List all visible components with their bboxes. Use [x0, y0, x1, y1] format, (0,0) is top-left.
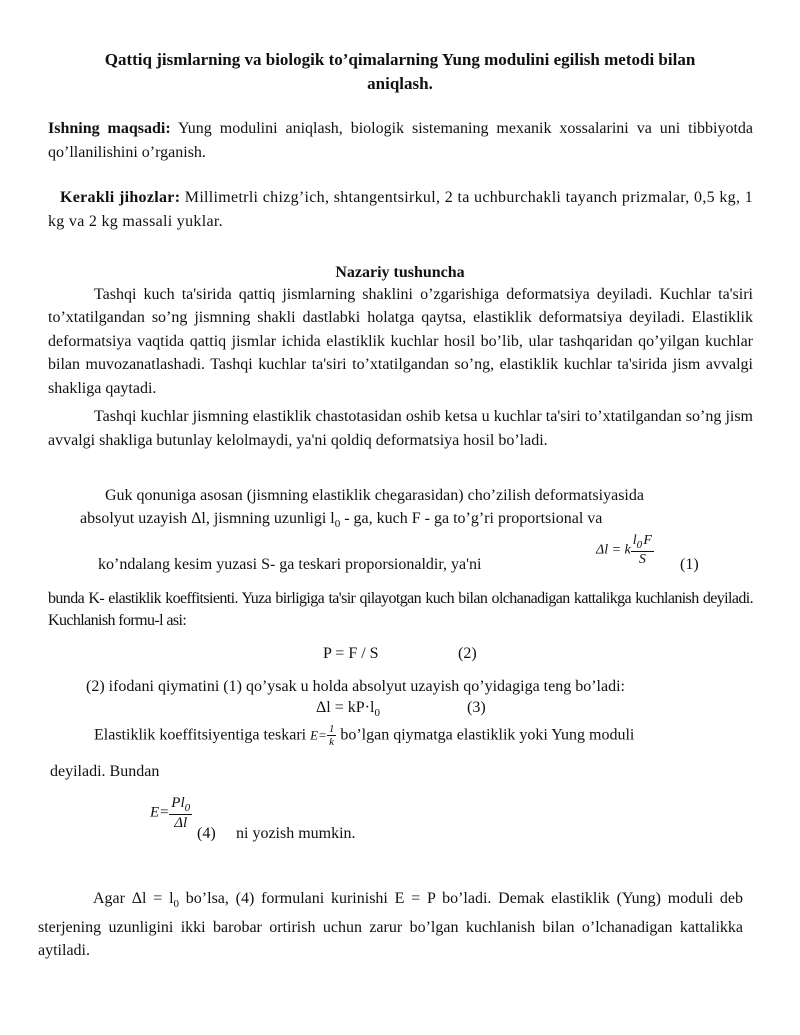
equation-1 [596, 533, 654, 567]
eq4-fraction [169, 795, 192, 832]
equation-1-number: (1) [680, 556, 699, 573]
hooke-line-3: ko’ndalang kesim yuzasi S- ga teskari proporsionaldir, ya'ni [98, 556, 482, 573]
p6-text-b: bo’lsa, (4) formulani kurinishi E = P bo’ladi. Demak elastiklik (Yung) moduli deb sterjening uzunligini ikki barobar ortirish uchun zarur bo’lgan kuchlanish bilan o’lchanadigan kattalikka aytiladi. [38, 890, 743, 960]
equipment-paragraph [48, 186, 753, 234]
hooke-line-2-sub: 0 [334, 518, 341, 531]
equation-4 [150, 795, 192, 832]
equation-2: P = F / S [323, 645, 379, 662]
equation-3 [316, 699, 380, 719]
hooke-line-2-a: absolyut uzayish Δl, jismning uzunligi l [80, 510, 335, 527]
p6-text-a: Agar Δl = l [93, 890, 174, 907]
p5-frac-num: 1 [328, 723, 335, 735]
hooke-line-1: Guk qonuniga asosan (jismning elastiklik chegarasidan) cho’zilish deformatsiyasida [105, 487, 644, 504]
title-line-1: Qattiq jismlarning va biologik to’qimalarning Yung modulini egilish metodi bilan [104, 50, 696, 69]
equation-4-tail: ni yozish mumkin. [236, 825, 356, 842]
hooke-line-2-b: - ga, kuch F - ga to’g’ri proportsional va [340, 510, 603, 527]
purpose-label: Ishning maqsadi: [48, 120, 171, 137]
p5-fraction [327, 723, 337, 748]
p5-text-b: bo’lgan qiymatga elastiklik yoki Yung moduli [336, 726, 635, 744]
section-heading: Nazariy tushuncha [335, 264, 465, 281]
title-line-2: aniqlash. [367, 74, 433, 93]
eq1-lhs: Δl = k [596, 542, 631, 558]
purpose-paragraph [48, 117, 753, 165]
theory-paragraph-6 [38, 887, 743, 962]
eq1-fraction [631, 533, 654, 567]
theory-paragraph-2: Tashqi kuchlar jismning elastiklik chastotasidan oshib ketsa u kuchlar ta'siri to’xtatilgandan so’ng jism avvalgi shakliga butunlay kelolmaydi, ya'ni qoldiq deformatsiya hosil bo’ladi. [48, 408, 753, 449]
eq1-denominator: S [638, 551, 646, 567]
eq3-text: Δl = kP·l [316, 699, 375, 716]
theory-paragraph-5-end: deyiladi. Bundan [50, 763, 160, 780]
eq4-num-sub: 0 [184, 802, 191, 814]
hooke-line-2 [80, 510, 602, 530]
document-title [60, 48, 740, 96]
purpose-text: Yung modulini aniqlash, biologik sistemaning mexanik xossalarini va uni tibbiyotda qo’llanilishini o’rganish. [48, 120, 754, 161]
p5-text-a: Elastiklik koeffitsiyentiga teskari [94, 726, 311, 744]
eq4-num: Pl [171, 795, 185, 811]
eq1-num-tail: F [643, 533, 652, 548]
eq1-num-sub: 0 [636, 538, 643, 551]
eq1-num: l [632, 533, 637, 548]
equipment-label: Kerakli jihozlar: [60, 189, 181, 206]
theory-paragraph-3: bunda K- elastiklik koeffitsienti. Yuza birligiga ta'sir qilayotgan kuch bilan olchanadigan kattalikga kuchlanish deyiladi. Kuchlanish formu-l asi: [48, 590, 753, 629]
equipment-text: Millimetrli chizg’ich, shtangentsirkul, 2 ta uchburchakli tayanch prizmalar, 0,5 kg, 1 kg va 2 kg massali yuklar. [48, 189, 754, 230]
eq3-sub: 0 [374, 707, 380, 720]
eq4-numerator [169, 795, 192, 815]
p5-frac-den: k [329, 736, 335, 749]
theory-paragraph-1: Tashqi kuch ta'sirida qattiq jismlarning shaklini o’zgarishiga deformatsiya deyiladi. Kuchlar ta'siri to’xtatilgandan so’ng jismning shakli dastlabki holatga qaytsa, elastiklik deformatsiya deyiladi. Elastiklik deformatsiya vaqtida qattiq jismlar ichida elastiklik kuchlar hosil bo’lib, ular tashqaridan qo’yilgan kuchlar bilan muvozanatlashadi. Tashqi kuchlar ta'siri to’xtatilgandan so’ng, elastiklik kuchlar ta'sirida jism avvalgi shakliga qaytadi. [48, 286, 753, 397]
p6-sub: 0 [173, 898, 180, 911]
equation-2-number: (2) [458, 645, 477, 662]
eq1-numerator [631, 533, 654, 552]
eq4-lhs: E= [150, 804, 170, 821]
eq4-denominator: Δl [174, 815, 188, 832]
theory-paragraph-4: (2) ifodani qiymatini (1) qo’ysak u holda absolyut uzayish qo’yidagiga teng bo’ladi: [86, 678, 625, 695]
equation-4-number: (4) [197, 825, 216, 842]
equation-3-number: (3) [467, 699, 486, 716]
theory-paragraph-5 [94, 723, 634, 748]
p5-frac-lhs: E= [310, 727, 327, 743]
